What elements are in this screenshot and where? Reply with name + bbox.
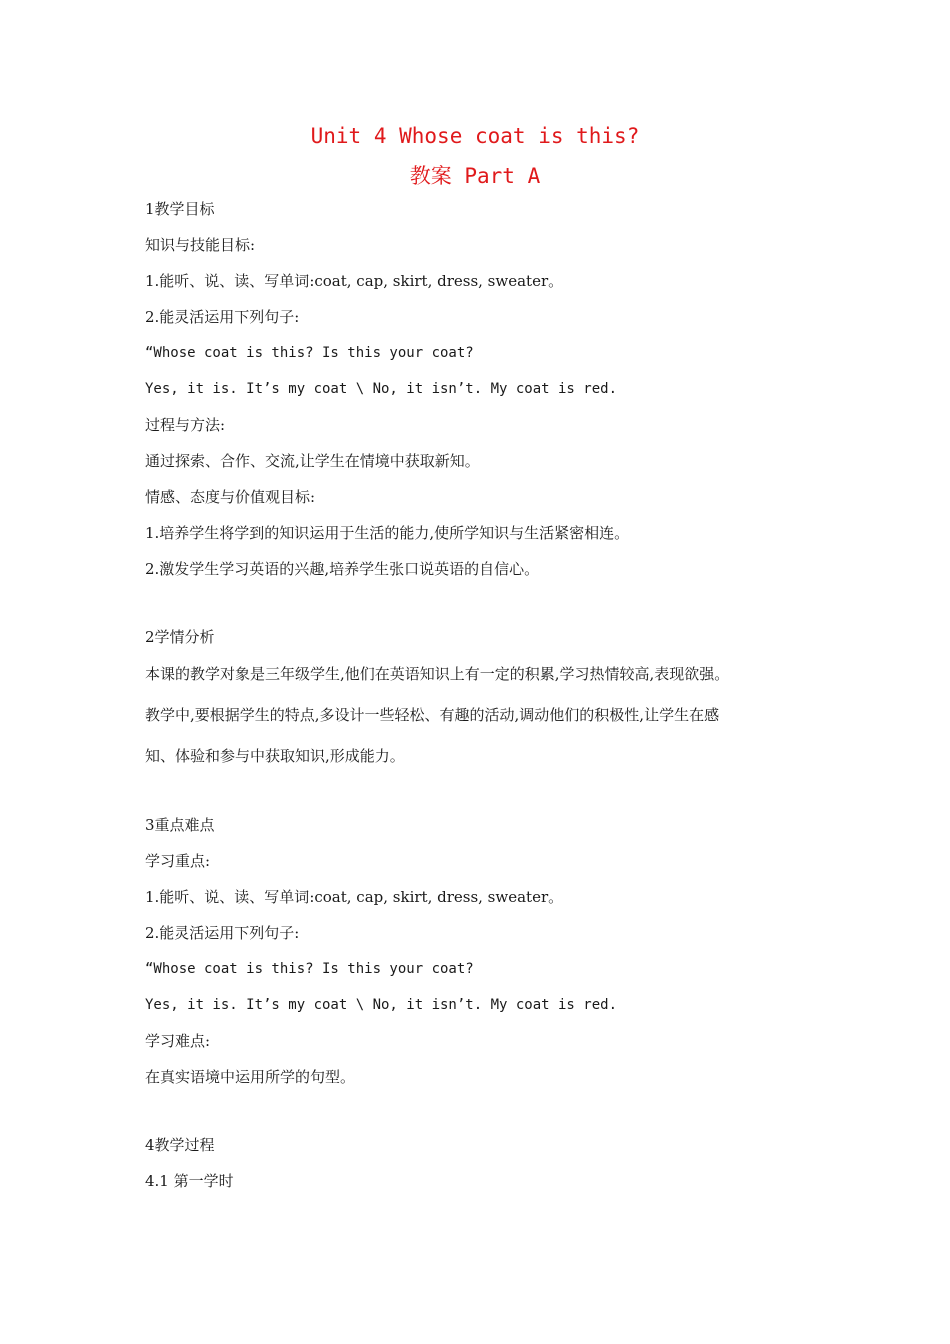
section-heading-analysis: 2学情分析 [145, 628, 215, 646]
paragraph: 通过探索、合作、交流,让学生在情境中获取新知。 [145, 452, 480, 470]
paragraph: 学习重点: [145, 852, 211, 870]
section-heading-key-points: 3重点难点 [145, 816, 215, 834]
paragraph: 2.激发学生学习英语的兴趣,培养学生张口说英语的自信心。 [145, 560, 540, 578]
sentence-example: “Whose coat is this? Is this your coat? [145, 345, 474, 361]
sentence-example: Yes, it is. It’s my coat \ No, it isn’t. My coat is red. [145, 381, 618, 397]
sentence-example: “Whose coat is this? Is this your coat? [145, 961, 474, 977]
section-heading-objectives: 1教学目标 [145, 200, 215, 218]
paragraph: 知识与技能目标: [145, 236, 256, 254]
paragraph: 2.能灵活运用下列句子: [145, 308, 300, 326]
paragraph: 1.能听、说、读、写单词:coat, cap, skirt, dress, sweater。 [145, 888, 564, 906]
subsection-heading: 4.1 第一学时 [145, 1172, 234, 1190]
sentence-example: Yes, it is. It’s my coat \ No, it isn’t. My coat is red. [145, 997, 618, 1013]
paragraph: 1.能听、说、读、写单词:coat, cap, skirt, dress, sweater。 [145, 272, 564, 290]
document-subtitle: 教案 Part A [409, 164, 541, 188]
paragraph: 知、体验和参与中获取知识,形成能力。 [145, 747, 405, 765]
paragraph: 本课的教学对象是三年级学生,他们在英语知识上有一定的积累,学习热情较高,表现欲强。 [145, 665, 730, 683]
paragraph: 1.培养学生将学到的知识运用于生活的能力,使所学知识与生活紧密相连。 [145, 524, 630, 542]
paragraph: 教学中,要根据学生的特点,多设计一些轻松、有趣的活动,调动他们的积极性,让学生在感 [145, 706, 720, 724]
paragraph: 情感、态度与价值观目标: [145, 488, 316, 506]
paragraph: 学习难点: [145, 1032, 211, 1050]
paragraph: 在真实语境中运用所学的句型。 [145, 1068, 356, 1086]
paragraph: 过程与方法: [145, 416, 226, 434]
section-heading-process: 4教学过程 [145, 1136, 215, 1154]
paragraph: 2.能灵活运用下列句子: [145, 924, 300, 942]
document-title: Unit 4 Whose coat is this? [310, 124, 640, 148]
